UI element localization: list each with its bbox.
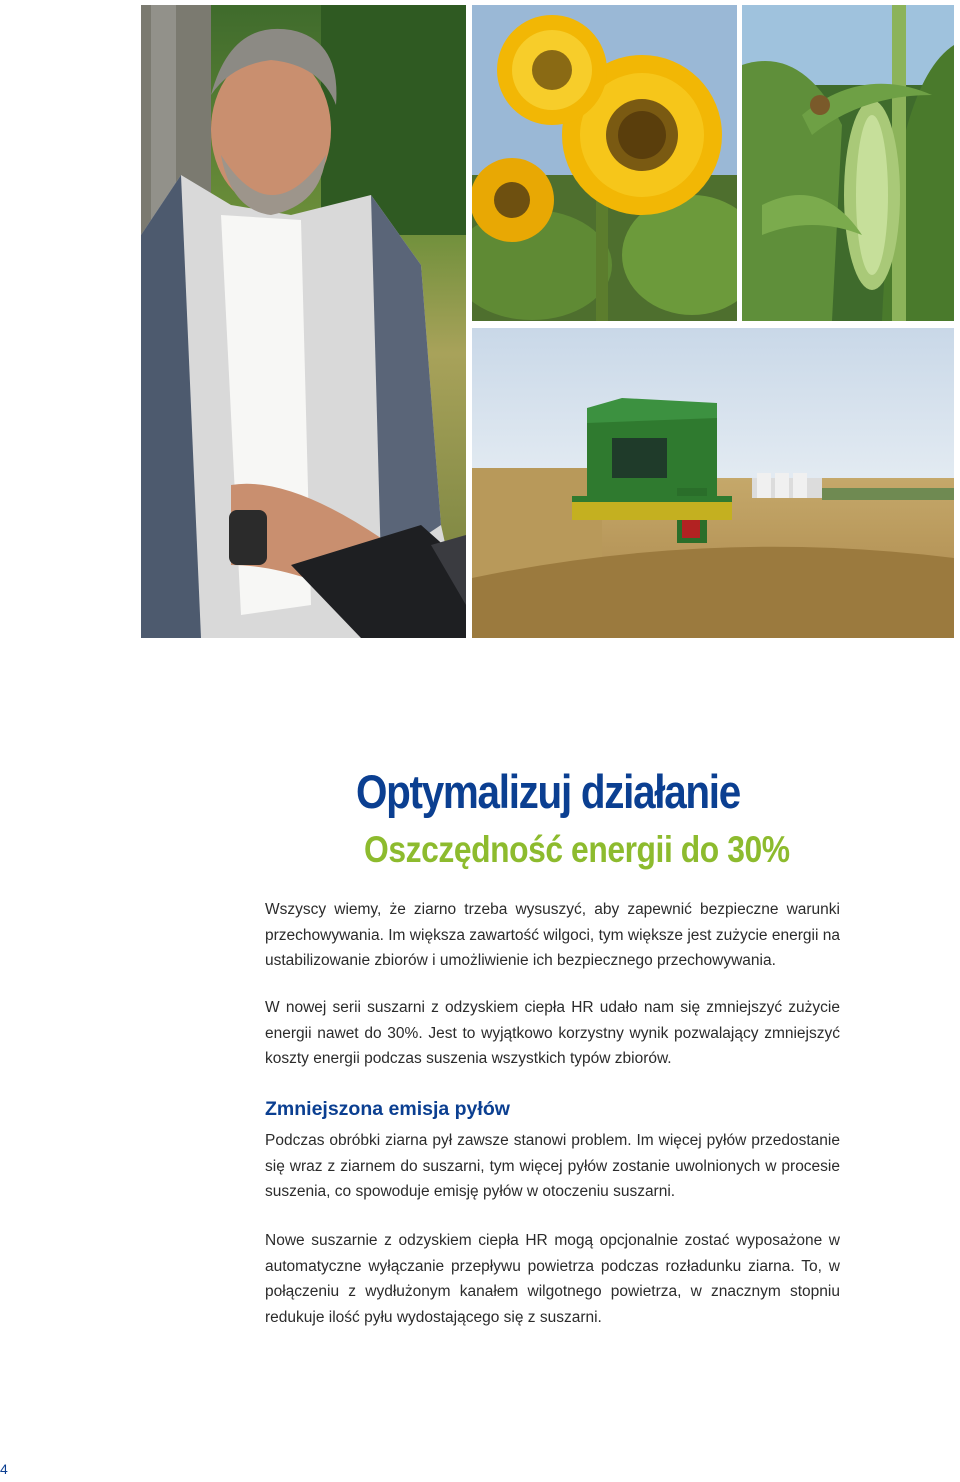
body-paragraph: W nowej serii suszarni z odzyskiem ciepła HR udało nam się zmniejszyć zużycie energii nawet do 30%. Jest to wyjątkowo korzystny wynik pozwalający zmniejszyć koszty energii podczas suszenia wszystkich typów zbiorów. [265,999,840,1067]
body-paragraph: Podczas obróbki ziarna pył zawsze stanowi problem. Im więcej pyłów przedostanie się wraz z ziarnem do suszarni, tym więcej pyłów zostanie uwolnionych w procesie suszenia, co spowoduje emisję pyłów w otoczeniu suszarni. [265,1132,840,1200]
corn-plant-photo [742,5,954,321]
body-paragraph: Wszyscy wiemy, że ziarno trzeba wysuszyć, aby zapewnić bezpieczne warunki przechowywania. Im większa zawartość wilgoci, tym większe jest zużycie energii na ustabilizowanie zbiorów i umożliwienie ich bezpiecznego przechowywania. [265,901,840,969]
farmer-with-laptop-photo [141,5,466,638]
page-title: Optymalizuj działanie [356,765,740,818]
page-subtitle: Oszczędność energii do 30% [364,829,790,870]
page-number: 4 [0,1461,8,1477]
section-heading: Zmniejszona emisja pyłów [265,1098,510,1120]
body-paragraph: Nowe suszarnie z odzyskiem ciepła HR mogą opcjonalnie zostać wyposażone w automatyczne wyłączanie przepływu powietrza podczas rozładunku ziarna. To, w połączeniu z wydłużonym kanałem wilgotnego powietrza, w znacznym stopniu redukuje ilość pyłu wydostającego się z suszarni. [265,1232,840,1326]
sunflower-photo [472,5,737,321]
combine-harvester-photo [472,328,954,638]
